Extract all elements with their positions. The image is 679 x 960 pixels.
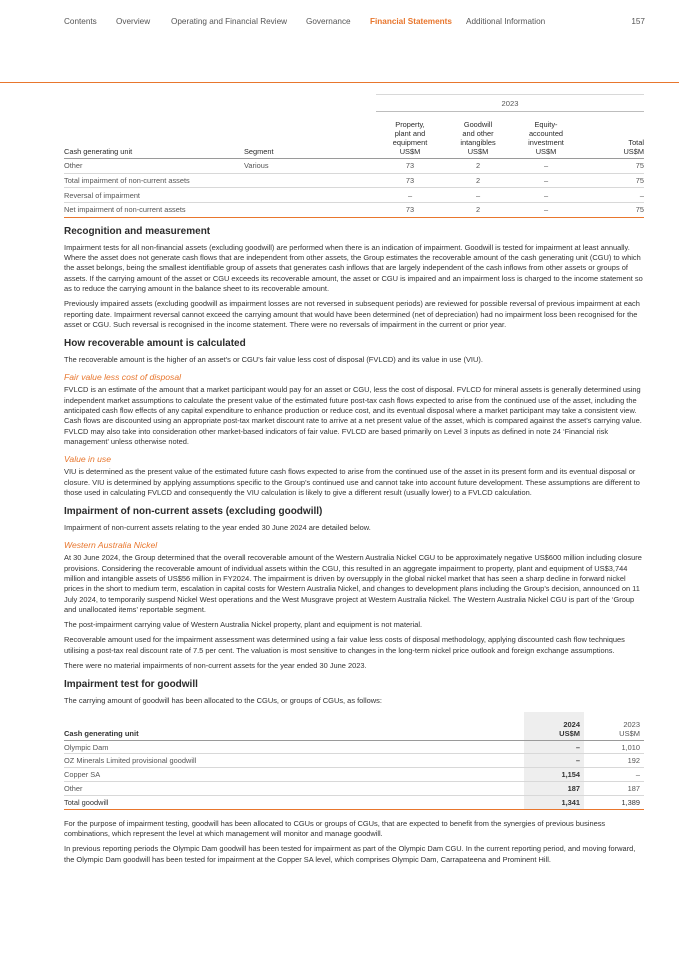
col-goodwill: Goodwill and other intangibles US$M [444, 112, 512, 159]
goodwill-table [64, 712, 644, 810]
nav-additional-information[interactable]: Additional Information [466, 17, 546, 26]
impairment-nca-paragraph: Impairment of non-current assets relating to the year ended 30 June 2024 are detailed below. [64, 523, 371, 533]
goodwill-paragraph-3: In previous reporting periods the Olympic Dam goodwill has been tested for impairment as part of the Olympic Dam CGU. In the current reporting period, and moving forward, the Olympic Dam goodwill has been tested for impairment at the Copper SA level, which comprises Olympic Dam, Carrapateena and Prominent Hill. [64, 844, 636, 864]
nav-operating-financial-review[interactable]: Operating and Financial Review [171, 17, 288, 26]
goodwill-paragraph-1: The carrying amount of goodwill has been allocated to the CGUs, or groups of CGUs, as follows: [64, 696, 382, 706]
table-row: OZ Minerals Limited provisional goodwill – 192 [64, 754, 644, 768]
recognition-heading: Recognition and measurement [64, 225, 211, 237]
col-2023: 2023 US$M [584, 712, 644, 741]
fvlcd-subheading: Fair value less cost of disposal [64, 372, 182, 383]
fvlcd-paragraph: FVLCD is an estimate of the amount that a market participant would pay for an asset or CGU, less the cost of disposal. FVLCD for mineral assets is generally determined using independent market assumptions to calculate the present value of the estimated future post-tax cash flows expected to arise from the continued use of the asset, including the anticipated cash flow effects of any capital expenditure to enhance production or reduce cost, and its eventual disposal where a market participant may take a consistent view. Cash flows are discounted using an appropriate post-tax market discount rate to arrive at a net present value of the asset, which is compared against the asset’s carrying value. FVLCD may also take into consideration other market-based indicators of fair value. FVLCD are based primarily on Level 3 inputs as defined in note 24 ‘Financial risk management’ unless otherwise noted. [64, 385, 642, 446]
viu-subheading: Value in use [64, 454, 111, 465]
recognition-paragraph-2: Previously impaired assets (excluding goodwill as impairment losses are not reversed in subsequent periods) are reviewed for possible reversal of previous impairment at each reporting date. Impairment reversal cannot exceed the carrying amount that would have been determined (net of depreciation) had no impairment loss been recognised for the asset or CGU. Such reversal is recognised in the income statement. There were no reversals of impairment in the current or prior year. [64, 299, 640, 329]
col-total: Total US$M [580, 112, 644, 159]
table-row: Reversal of impairment – – – – [64, 188, 644, 203]
wa-nickel-paragraph-2: The post-impairment carrying value of Western Australia Nickel property, plant and equipment is not material. [64, 620, 423, 630]
impairment-nca-heading: Impairment of non-current assets (excluding goodwill) [64, 506, 323, 518]
goodwill-heading: Impairment test for goodwill [64, 679, 198, 691]
table-row: Total impairment of non-current assets 73 2 – 75 [64, 173, 644, 188]
col-2024: 2024 US$M [524, 712, 584, 741]
total-row: Total goodwill 1,341 1,389 [64, 795, 644, 809]
wa-nickel-paragraph-1: At 30 June 2024, the Group determined that the overall recoverable amount of the Western Australia Nickel CGU to be approximately negative US$600 million including closure provisions. Considering the recoverable amount of individual assets within the CGU, this resulted in an aggregate impairment to property, plant and equipment of US$3,744 million and intangible assets of US$56 million in FY2024. The impairment is driven by oversupply in the global nickel market that has seen a sharp decline in forward nickel prices in the short to medium term, escalation in capital costs for Western Australia Nickel, and changes to development plans including the Group’s decision, announced on 11 July 2024, to temporarily suspend Nickel West operations and the West Musgrave project at Western Australia Nickel. The Western Australia Nickel CGU is part of the ‘Group and unallocated items’ reportable segment. [64, 553, 642, 614]
nav-financial-statements[interactable]: Financial Statements [370, 17, 452, 26]
viu-paragraph: VIU is determined as the present value of the estimated future cash flows expected to arise from the continued use of the asset in its present form and its eventual disposal or closure. VIU is determined by applying assumptions specific to the Group’s continued use and cannot take into account future development. These assumptions are different to those used in calculating FVLCD and consequently the VIU calculation is likely to give a different result (usually lower) to a FVLCD calculation. [64, 467, 640, 497]
nav-governance[interactable]: Governance [306, 17, 351, 26]
recoverable-paragraph: The recoverable amount is the higher of an asset’s or CGU’s fair value less cost of disposal (FVLCD) and its value in use (VIU). [64, 355, 483, 365]
year-header: 2023 [376, 95, 644, 112]
page-number: 157 [631, 17, 645, 26]
wa-nickel-paragraph-3: Recoverable amount used for the impairment assessment was determined using a fair value less costs of disposal methodology, applying discounted cash flow techniques utilising a post-tax real discount rate of 7.5 per cent. The valuation is most sensitive to changes in the long-term nickel price outlook and foreign exchange assumptions. [64, 635, 625, 655]
recognition-paragraph-1: Impairment tests for all non-financial assets (excluding goodwill) are performed when there is an indication of impairment. Goodwill is tested for impairment at least annually. Where the asset does not generate cash flows that are independent from other assets, the Group estimates the recoverable amount of the cash generating unit (CGU) to which the asset belongs, being the smallest identifiable group of assets that generates cash inflows that are largely independent of the cash inflows from other assets or groups of assets. If the carrying amount of the asset or CGU exceeds its recoverable amount, the asset or CGU is impaired and an impairment loss is charged to the income statement so as to reduce the carrying amount in the balance sheet to its recoverable amount. [64, 242, 643, 293]
table-row: Olympic Dam – 1,010 [64, 740, 644, 754]
table-row: Net impairment of non-current assets 73 2 – 75 [64, 203, 644, 218]
impairment-table [64, 94, 644, 218]
recoverable-heading: How recoverable amount is calculated [64, 338, 246, 350]
header-divider [0, 82, 679, 83]
table-row: Copper SA 1,154 – [64, 768, 644, 782]
wa-nickel-subheading: Western Australia Nickel [64, 540, 158, 551]
col-equity: Equity- accounted investment US$M [512, 112, 580, 159]
table-row: Other Various 73 2 – 75 [64, 159, 644, 174]
wa-nickel-paragraph-4: There were no material impairments of non-current assets for the year ended 30 June 2023. [64, 661, 367, 671]
table-row: Other 187 187 [64, 782, 644, 796]
col-cgu: Cash generating unit [64, 712, 524, 741]
nav-overview[interactable]: Overview [116, 17, 151, 26]
nav-contents[interactable]: Contents [64, 17, 97, 26]
goodwill-paragraph-2: For the purpose of impairment testing, goodwill has been allocated to CGUs or groups of CGUs, that are expected to benefit from the synergies of previous business combinations, which represent the level at which management will monitor and manage goodwill. [64, 818, 606, 838]
col-cgu: Cash generating unit [64, 112, 244, 159]
top-navigation [0, 0, 679, 44]
col-ppe: Property, plant and equipment US$M [376, 112, 444, 159]
main-content [64, 94, 644, 870]
col-segment: Segment [244, 112, 376, 159]
